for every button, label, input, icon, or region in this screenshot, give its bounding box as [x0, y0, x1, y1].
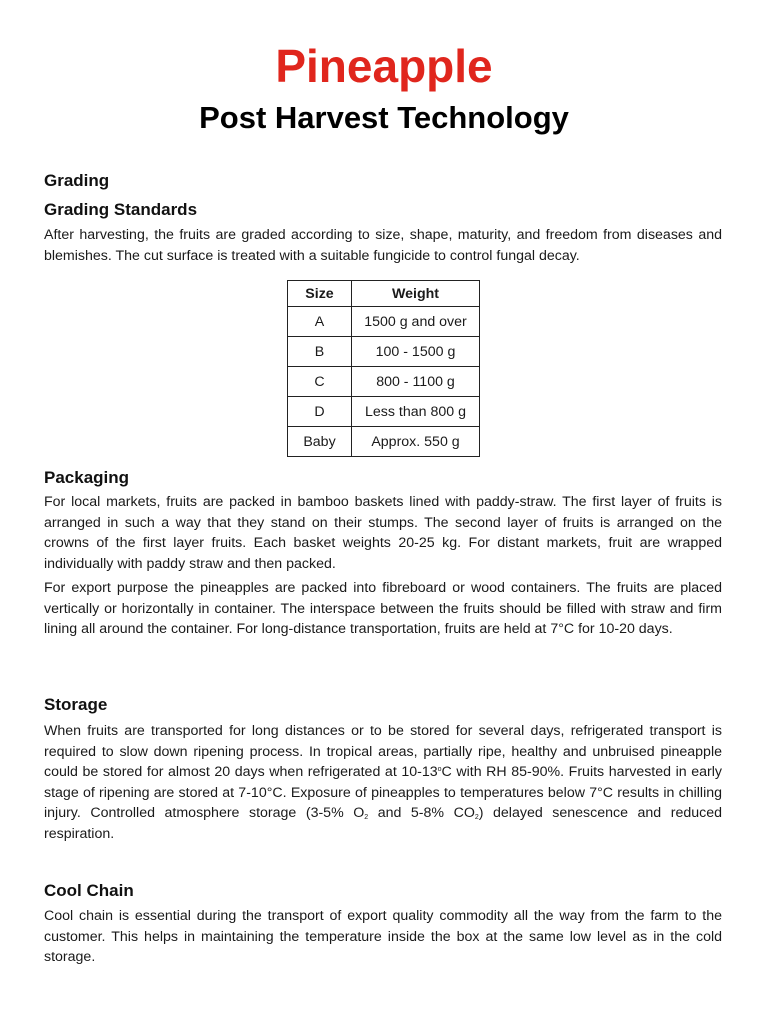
table-cell-size: C: [288, 367, 352, 397]
page-subtitle: Post Harvest Technology: [199, 100, 569, 135]
table-cell-weight: Approx. 550 g: [352, 427, 480, 457]
table-cell-weight: 800 - 1100 g: [352, 367, 480, 397]
grading-heading: Grading: [44, 171, 110, 190]
cool-chain-heading: Cool Chain: [44, 881, 134, 900]
packaging-paragraph-2: For export purpose the pineapples are packed into fibreboard or wood containers. The fruits are placed vertically or horizontally in container. The interspace between the fruits should be filled with straw and firm lining all around the container. For long-distance transportation, fruits are held at 7°C for 10-20 days.: [44, 580, 722, 638]
table-cell-size: D: [288, 397, 352, 427]
storage-heading: Storage: [44, 695, 108, 714]
packaging-heading: Packaging: [44, 468, 130, 487]
table-cell-weight: 1500 g and over: [352, 307, 480, 337]
table-row: [288, 307, 480, 337]
cool-chain-paragraph: Cool chain is essential during the transport of export quality commodity all the way from the farm to the customer. This helps in maintaining the temperature inside the box at the same low level as in the cold storage.: [44, 908, 722, 966]
co2-subscript: 2: [474, 814, 479, 822]
packaging-paragraph-1: For local markets, fruits are packed in bamboo baskets lined with paddy-straw. The first layer of fruits is arranged in such a way that they stand on their stumps. The second layer of fruits is arranged on the crowns of the first layer fruits. Each basket weights 20-25 kg. For distant markets, fruit are wrapped individually with paddy straw and then packed.: [44, 494, 722, 572]
grading-standards-heading: Grading Standards: [44, 200, 198, 219]
table-row: [288, 337, 480, 367]
table-cell-size: B: [288, 337, 352, 367]
table-header-weight: Weight: [352, 281, 480, 307]
table-row: [288, 367, 480, 397]
grading-paragraph: After harvesting, the fruits are graded according to size, shape, maturity, and freedom from diseases and blemishes. The cut surface is treated with a suitable fungicide to control fungal decay.: [44, 227, 722, 264]
table-cell-weight: Less than 800 g: [352, 397, 480, 427]
table-row: [288, 397, 480, 427]
o2-subscript: 2: [364, 814, 369, 822]
table-cell-size: Baby: [288, 427, 352, 457]
table-header-size: Size: [288, 281, 352, 307]
table-header-row: [288, 281, 480, 307]
table-row: [288, 427, 480, 457]
table-cell-size: A: [288, 307, 352, 337]
page-title: Pineapple: [275, 40, 493, 92]
grading-table: [287, 280, 480, 457]
table-cell-weight: 100 - 1500 g: [352, 337, 480, 367]
degree-superscript: o: [437, 766, 442, 774]
storage-paragraph: When fruits are transported for long distances or to be stored for several days, refrigerated transport is required to slow down ripening process. In tropical areas, partially ripe, healthy and unbruised pineapple could be stored for almost 20 days when refrigerated at 10-13$^o$C with RH 85-90%. Fruits harvested in early stage of ripening are stored at 7-10°C. Exposure of pineapples to temperatures below 7°C results in chilling injury. Controlled atmosphere storage (3-5% $O_2$ and 5-8% $CO_2$) delayed senescence and reduced respiration.: [44, 723, 722, 842]
